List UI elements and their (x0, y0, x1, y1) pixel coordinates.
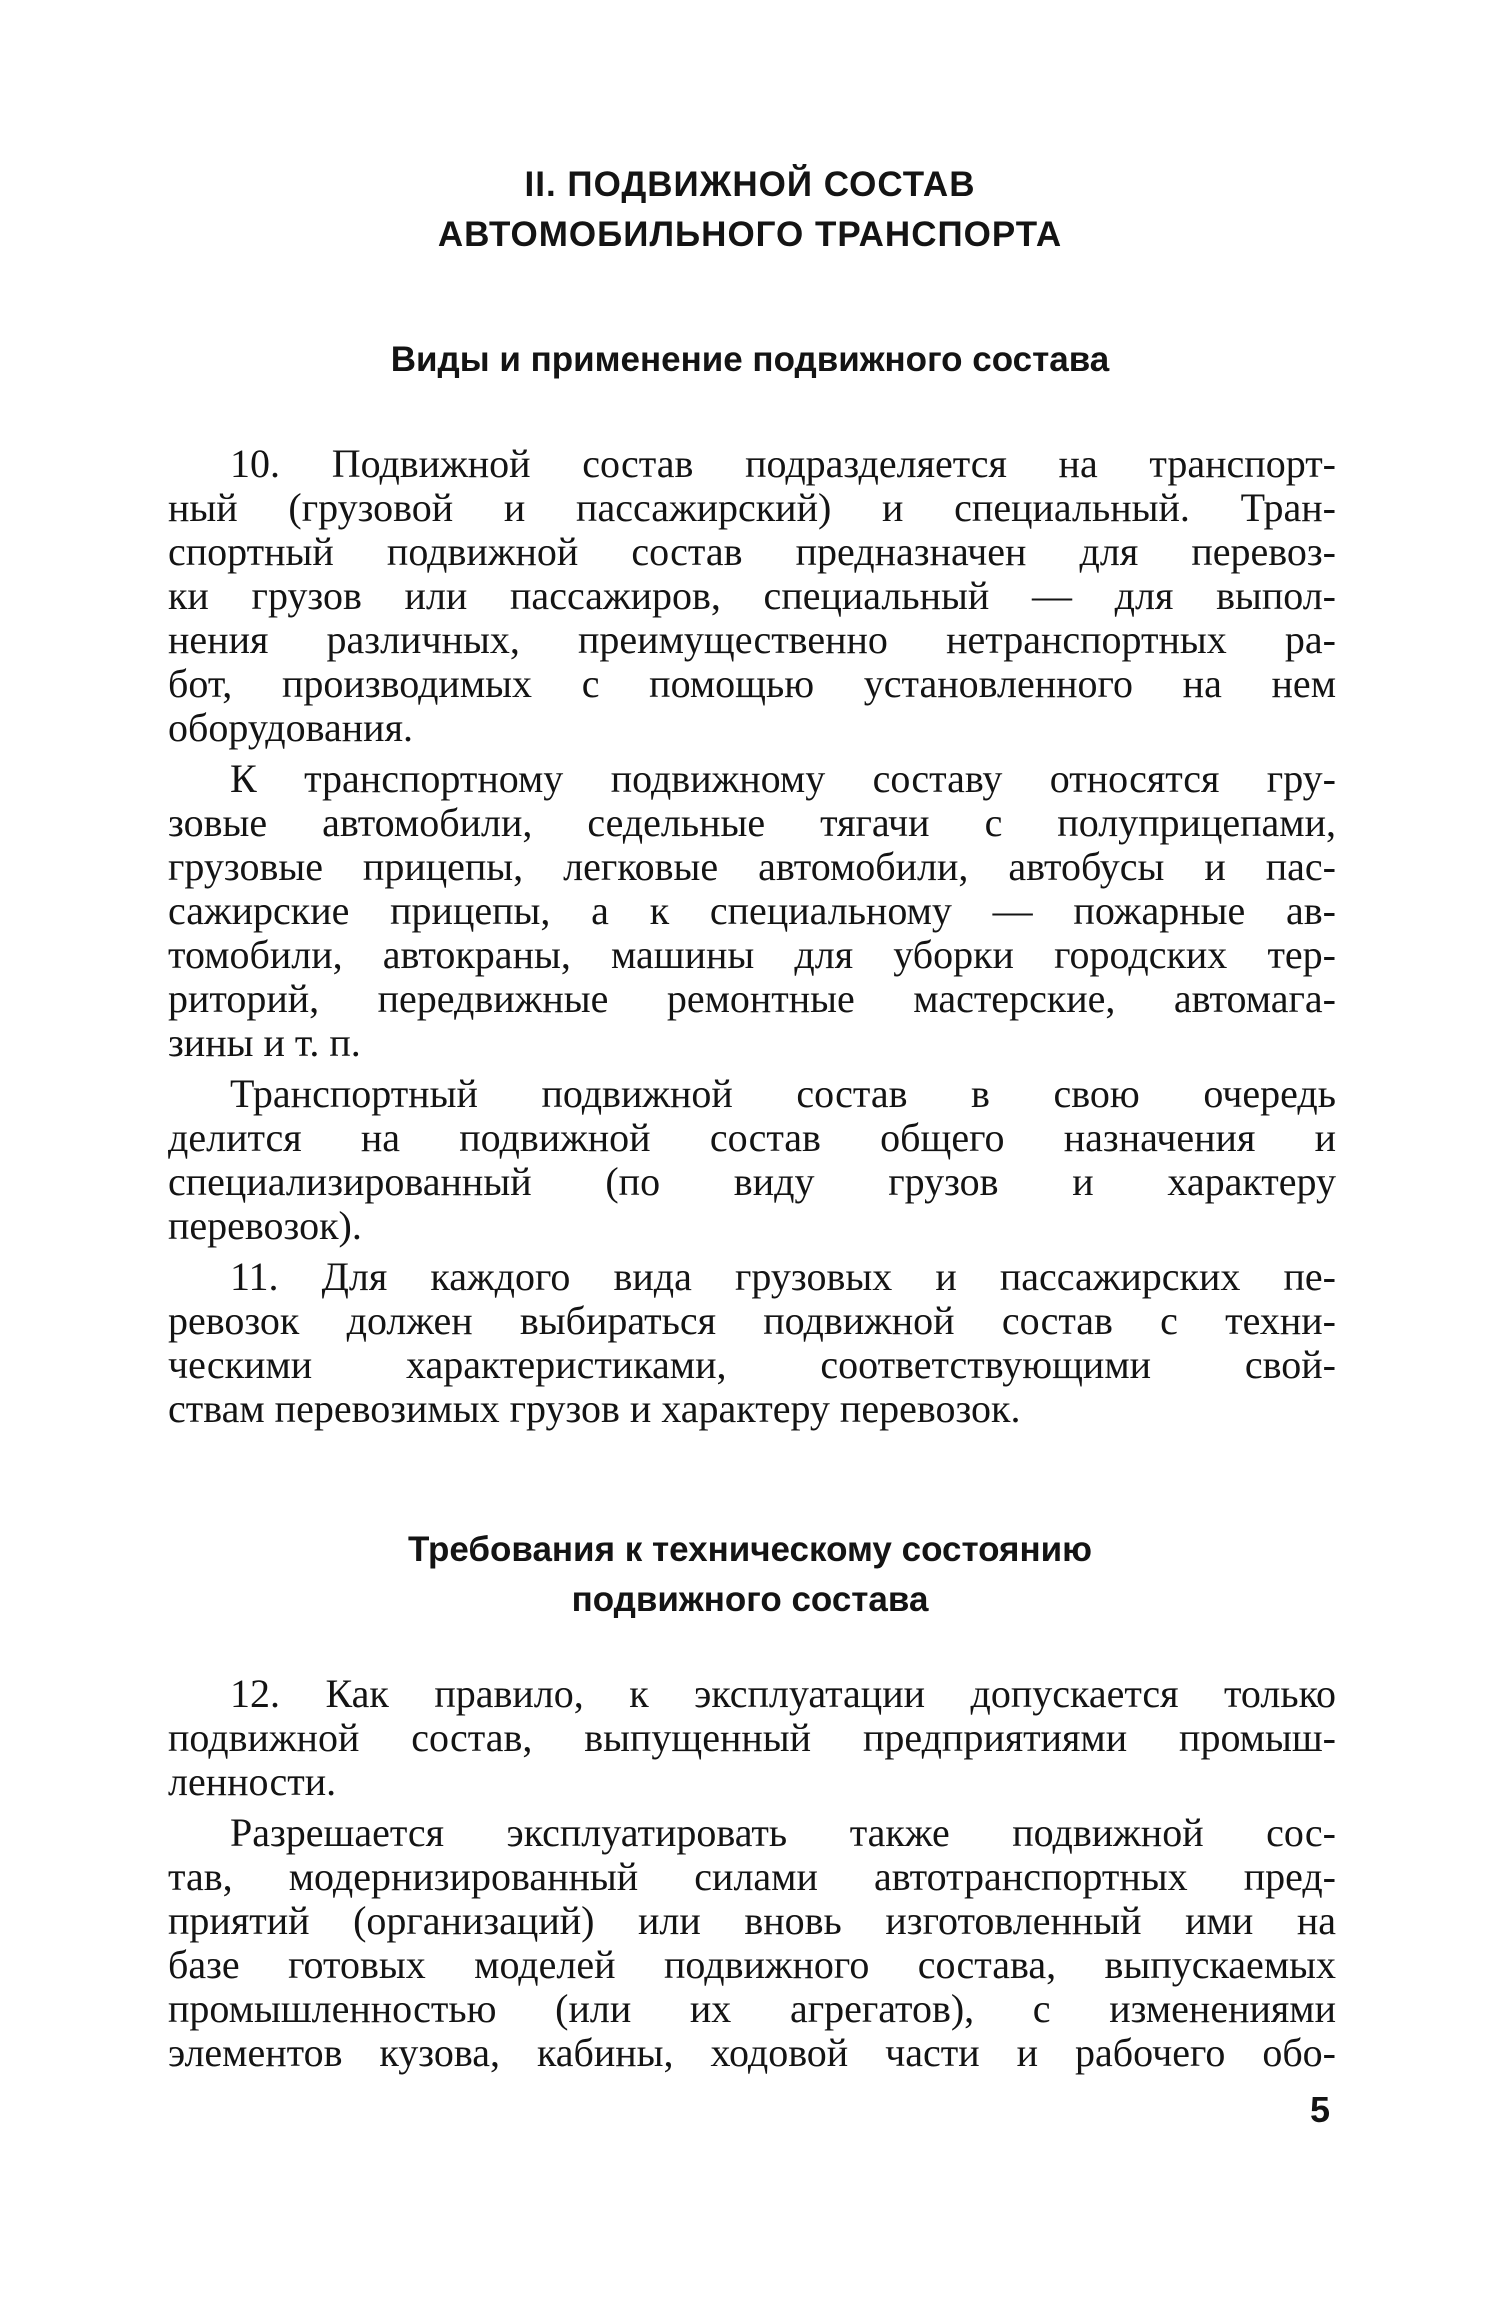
text-line: К транспортному подвижному составу относятся гру- (230, 756, 1336, 801)
section-body-requirements (168, 1672, 1336, 2082)
paragraph (168, 442, 1336, 750)
text-line: элементов кузова, кабины, ходовой части и рабочего обо- (168, 2030, 1336, 2075)
chapter-title-line: II. ПОДВИЖНОЙ СОСТАВ (524, 165, 976, 204)
paragraph (168, 1672, 1336, 1804)
text-line: спортный подвижной состав предназначен для перевоз- (168, 529, 1336, 574)
section-body-types (168, 442, 1336, 1438)
text-line: делится на подвижной состав общего назначения и (168, 1115, 1336, 1160)
text-line: ревозок должен выбираться подвижной состав с техни- (168, 1298, 1336, 1343)
text-line: тав, модернизированный силами автотранспортных пред- (168, 1854, 1336, 1899)
text-line: 12. Как правило, к эксплуатации допускается только (230, 1671, 1336, 1716)
page-number: 5 (1309, 2089, 1330, 2130)
text-line: 11. Для каждого вида грузовых и пассажирских пе- (230, 1254, 1336, 1299)
text-line: зовые автомобили, седельные тягачи с полуприцепами, (168, 800, 1336, 845)
text-line: специализированный (по виду грузов и характеру (168, 1159, 1336, 1204)
paragraph (168, 1255, 1336, 1431)
paragraph (168, 1072, 1336, 1248)
text-line: ный (грузовой и пассажирский) и специальный. Тран- (168, 485, 1336, 530)
text-line: 10. Подвижной состав подразделяется на транспорт- (230, 441, 1336, 486)
section-heading-text: подвижного состава (571, 1580, 929, 1619)
paragraph (168, 757, 1336, 1065)
chapter-title-line: АВТОМОБИЛЬНОГО ТРАНСПОРТА (437, 215, 1063, 254)
text-line: нения различных, преимущественно нетранспортных ра- (168, 617, 1336, 662)
text-line: сажирские прицепы, а к специальному — пожарные ав- (168, 888, 1336, 933)
text-line: бот, производимых с помощью установленного на нем (168, 661, 1336, 706)
text-line: Транспортный подвижной состав в свою очередь (230, 1071, 1336, 1116)
text-line: приятий (организаций) или вновь изготовленный ими на (168, 1898, 1336, 1943)
text-line: грузовые прицепы, легковые автомобили, автобусы и пас- (168, 844, 1336, 889)
text-line: ленности. (168, 1759, 337, 1804)
section-heading-text: Виды и применение подвижного состава (390, 340, 1110, 379)
text-line: оборудования. (168, 705, 413, 750)
text-line: томобили, автокраны, машины для уборки городских тер- (168, 932, 1336, 977)
paragraph (168, 1811, 1336, 2075)
text-line: ческими характеристиками, соответствующими свой- (168, 1342, 1336, 1387)
section-heading-types (170, 335, 1330, 385)
section-heading-text: Требования к техническому состоянию (407, 1530, 1093, 1569)
text-line: риторий, передвижные ремонтные мастерские, автомага- (168, 976, 1336, 1021)
section-heading-requirements (170, 1525, 1330, 1625)
text-line: Разрешается эксплуатировать также подвижной сос- (230, 1810, 1336, 1855)
text-line: промышленностью (или их агрегатов), с изменениями (168, 1986, 1336, 2031)
text-line: базе готовых моделей подвижного состава, выпускаемых (168, 1942, 1336, 1987)
chapter-title (170, 160, 1330, 260)
text-line: ствам перевозимых грузов и характеру перевозок. (168, 1386, 1021, 1431)
text-line: зины и т. п. (168, 1020, 361, 1065)
text-line: ки грузов или пассажиров, специальный — для выпол- (168, 573, 1336, 618)
text-line: подвижной состав, выпущенный предприятиями промыш- (168, 1715, 1336, 1760)
text-line: перевозок). (168, 1203, 362, 1248)
